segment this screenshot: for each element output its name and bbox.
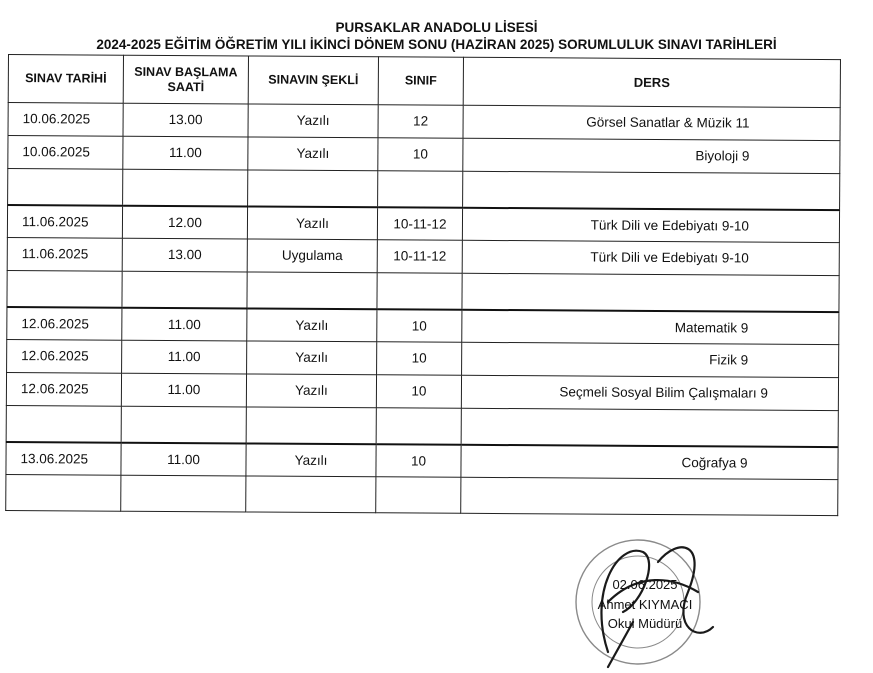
- cell-time: 11.00: [121, 373, 246, 407]
- cell-grade: 10-11-12: [377, 207, 462, 241]
- cell-date: 12.06.2025: [6, 372, 121, 406]
- table-row-blank: [8, 169, 840, 210]
- table-header-row: [8, 55, 840, 108]
- cell-grade: 10: [376, 444, 461, 478]
- cell-course: Türk Dili ve Edebiyatı 9-10: [462, 240, 839, 275]
- document-title: 2024-2025 EĞİTİM ÖĞRETİM YILI İKİNCİ DÖNEM SONU (HAZİRAN 2025) SORUMLULUK SINAVI TARİHLERİ: [96, 37, 777, 52]
- col-header-start-line2: SAATİ: [167, 79, 205, 94]
- col-header-start-time: [123, 55, 248, 104]
- table-row: [6, 372, 838, 410]
- cell-course: Seçmeli Sosyal Bilim Çalışmaları 9: [461, 375, 838, 410]
- cell-course: Görsel Sanatlar & Müzik 11: [463, 105, 840, 140]
- cell-date: 10.06.2025: [8, 136, 123, 170]
- cell-time: 13.00: [123, 103, 248, 137]
- school-name: PURSAKLAR ANADOLU LİSESİ: [335, 20, 538, 35]
- cell-type: Yazılı: [247, 308, 377, 342]
- cell-course: Fizik 9: [462, 342, 839, 377]
- cell-grade: 10: [376, 375, 461, 409]
- table-row: [8, 136, 840, 174]
- table-row: [7, 339, 839, 377]
- cell-grade: 10: [378, 138, 463, 172]
- cell-date: 10.06.2025: [8, 103, 123, 137]
- col-header-grade: SINIF: [378, 57, 463, 106]
- table-row: [7, 237, 839, 275]
- cell-date: 13.06.2025: [6, 441, 121, 475]
- table-row: [8, 103, 840, 141]
- cell-grade: 10: [377, 309, 462, 343]
- signatory-role: Okul Müdürü: [607, 616, 683, 631]
- exam-schedule-table: [5, 54, 841, 516]
- cell-grade: 10-11-12: [377, 240, 462, 274]
- cell-date: 11.06.2025: [7, 205, 122, 239]
- signature-date: 02.06.2025: [612, 577, 678, 592]
- col-header-date: SINAV TARİHİ: [8, 55, 123, 104]
- table-row-blank: [6, 405, 838, 446]
- col-header-course: DERS: [463, 57, 840, 107]
- cell-type: Yazılı: [247, 206, 377, 240]
- cell-course: Biyoloji 9: [463, 138, 840, 173]
- col-header-type: SINAVIN ŞEKLİ: [248, 56, 378, 105]
- cell-time: 11.00: [121, 442, 246, 476]
- cell-type: Uygulama: [247, 239, 377, 273]
- cell-grade: 12: [378, 105, 463, 139]
- cell-course: Türk Dili ve Edebiyatı 9-10: [462, 207, 839, 242]
- cell-date: 12.06.2025: [7, 306, 122, 340]
- cell-time: 11.00: [122, 340, 247, 374]
- table-row: [7, 306, 839, 344]
- cell-course: Matematik 9: [462, 309, 839, 344]
- cell-type: Yazılı: [248, 137, 378, 171]
- col-header-start-line1: SINAV BAŞLAMA: [134, 64, 238, 79]
- cell-time: 11.00: [123, 136, 248, 170]
- cell-time: 13.00: [122, 238, 247, 272]
- cell-time: 12.00: [122, 205, 247, 239]
- table-row-blank: [7, 270, 839, 311]
- table-row: [7, 205, 839, 243]
- cell-grade: 10: [377, 342, 462, 376]
- table-row-blank: [6, 474, 838, 515]
- cell-type: Yazılı: [246, 374, 376, 408]
- cell-course: Coğrafya 9: [461, 444, 838, 479]
- signatory-name: Ahmet KIYMACI: [597, 597, 693, 612]
- cell-type: Yazılı: [246, 443, 376, 477]
- table-row: [6, 441, 838, 479]
- cell-type: Yazılı: [248, 104, 378, 138]
- cell-time: 11.00: [122, 307, 247, 341]
- exam-schedule-table-wrapper: [5, 54, 840, 516]
- cell-type: Yazılı: [247, 341, 377, 375]
- cell-date: 12.06.2025: [7, 339, 122, 373]
- cell-date: 11.06.2025: [7, 237, 122, 271]
